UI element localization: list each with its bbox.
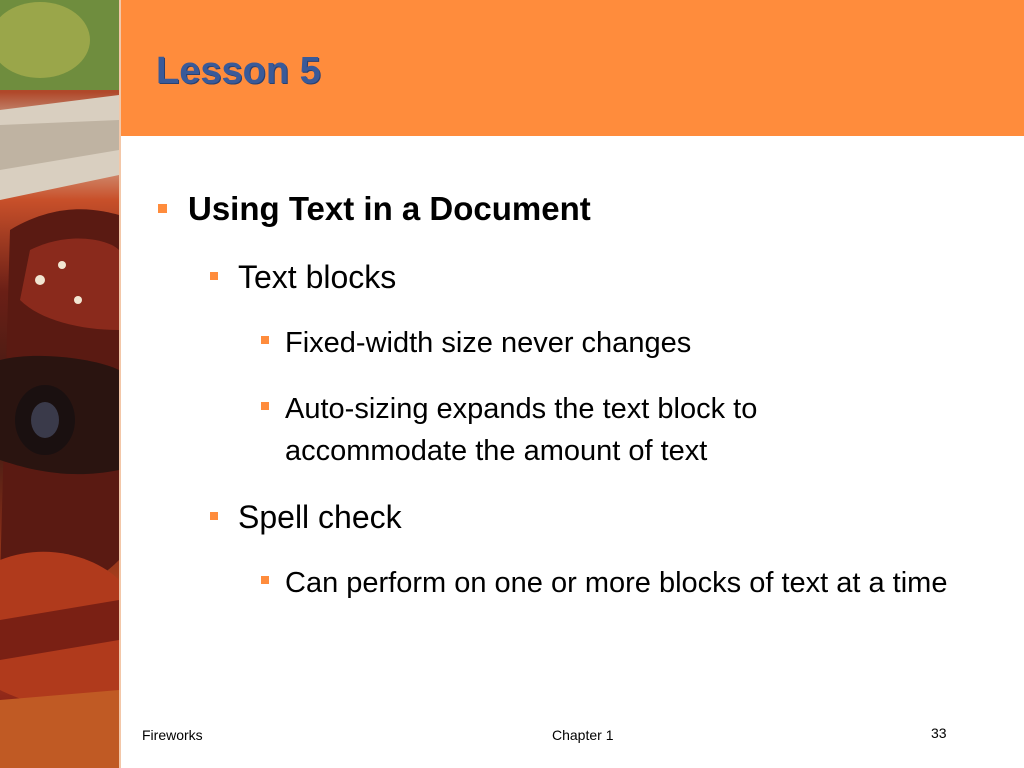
bullet-main-text: Using Text in a Document	[188, 190, 591, 227]
square-bullet-icon	[210, 272, 218, 280]
footer-center: Chapter 1	[552, 727, 614, 743]
square-bullet-icon	[261, 402, 269, 410]
footer-left: Fireworks	[142, 727, 203, 743]
square-bullet-icon	[158, 204, 167, 213]
bullet-spell-check-detail-text: Can perform on one or more blocks of text at a time	[285, 567, 948, 599]
bullet-spell-check-detail	[261, 562, 961, 604]
bullet-spell-check	[210, 499, 402, 536]
square-bullet-icon	[210, 512, 218, 520]
bullet-text-blocks-text: Text blocks	[238, 259, 397, 295]
bullet-text-blocks	[210, 259, 396, 296]
bullet-auto-sizing-text: Auto-sizing expands the text block to accommodate the amount of text	[285, 393, 758, 467]
bullet-main	[158, 190, 591, 228]
bullet-spell-check-text: Spell check	[238, 499, 402, 535]
bullet-fixed-width-text: Fixed-width size never changes	[285, 327, 692, 359]
slide-title: Lesson 5	[156, 50, 321, 92]
square-bullet-icon	[261, 576, 269, 584]
bullet-auto-sizing	[261, 388, 881, 472]
bullet-fixed-width	[261, 322, 691, 364]
page-number: 33	[931, 725, 947, 741]
square-bullet-icon	[261, 336, 269, 344]
